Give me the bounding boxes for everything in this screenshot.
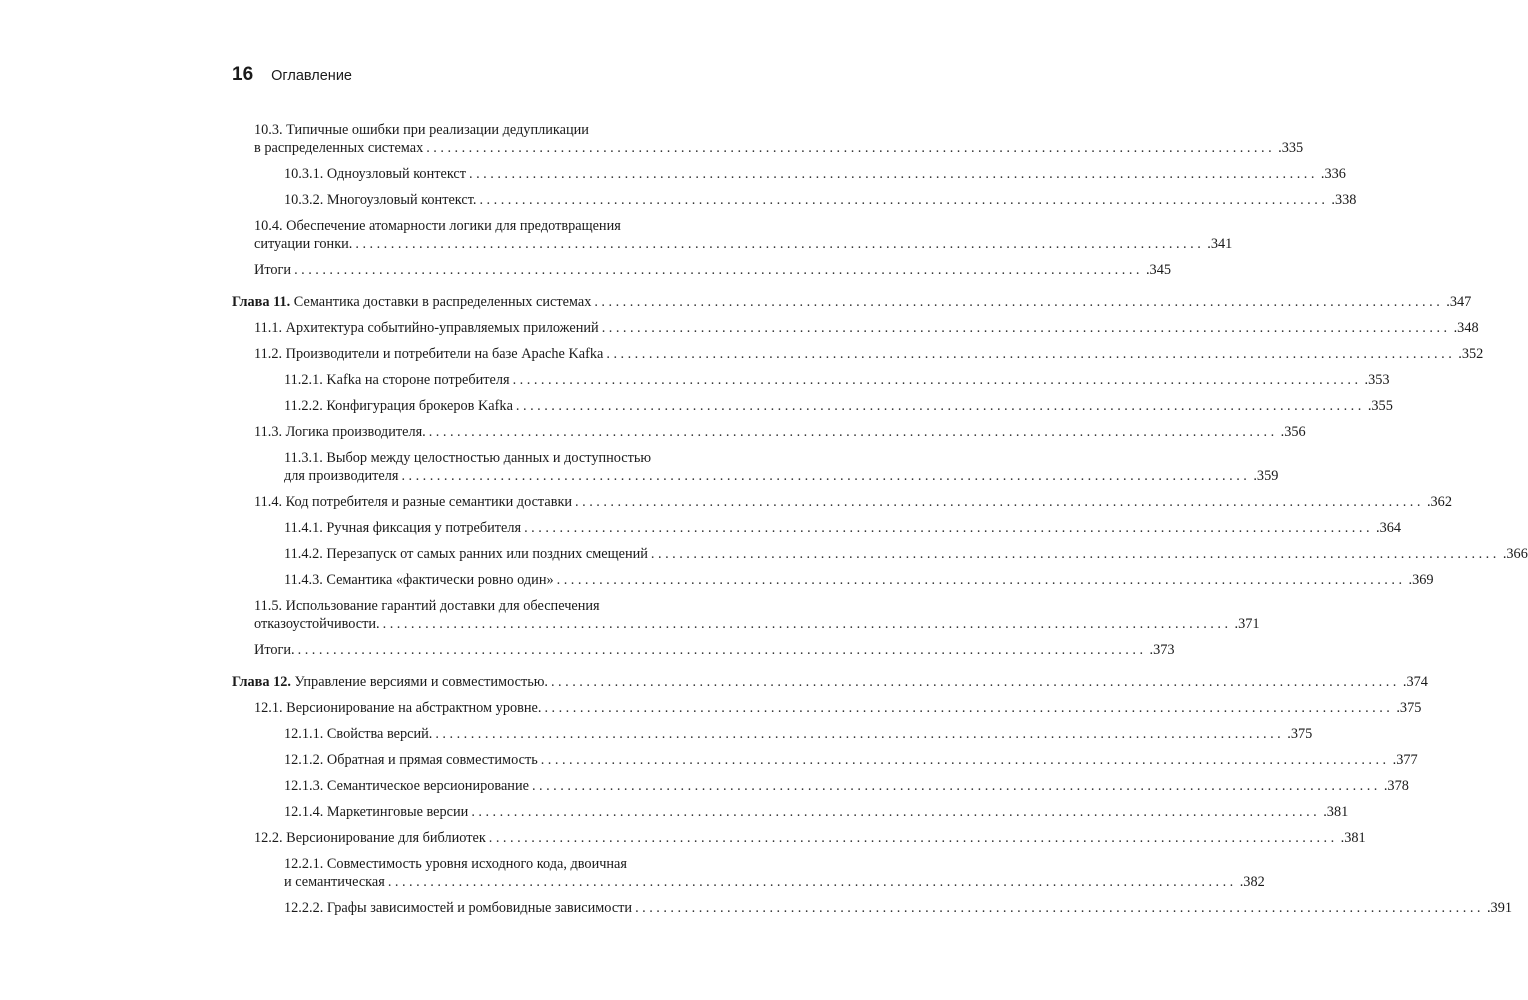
toc-page-number: .338 [1331, 192, 1357, 208]
toc-entry-title-text: Итоги [254, 262, 292, 278]
leader-dots: ........................................................................................................................ [601, 320, 1451, 336]
toc-entry-title [284, 545, 648, 563]
toc-page-number: .355 [1367, 398, 1393, 414]
toc-entry-title-text: 11.2.2. Конфигурация брокеров Kafka [284, 398, 513, 414]
toc-entry-title-first-line: 11.3.1. Выбор между целостностью данных и доступностью [284, 450, 652, 466]
toc-page-number: .381 [1340, 830, 1366, 846]
toc-page-number: .371 [1234, 616, 1260, 632]
toc-entry-11-4 [232, 493, 1452, 511]
leader-dots: ........................................................................................................................ [524, 520, 1374, 536]
leader-dots: ........................................................................................................................ [469, 166, 1318, 182]
toc-entry-summary-11 [232, 641, 1175, 659]
toc-page-number: .374 [1402, 674, 1428, 690]
toc-entry-title [232, 673, 548, 691]
leader-dots: ........................................................................................................................ [650, 546, 1500, 562]
toc-page-number: .391 [1486, 900, 1512, 916]
toc-entry-12-2 [232, 829, 1366, 847]
toc-page-number: .364 [1376, 520, 1402, 536]
toc-entry-title-text: 11.4.3. Семантика «фактически ровно один» [284, 572, 554, 588]
leader-dots: ........................................................................................................................ [531, 778, 1381, 794]
leader-dots: ........................................................................................................................ [488, 830, 1338, 846]
leader-dots: ........................................................................................................................ [428, 424, 1278, 440]
toc-entry-12-2-2 [232, 899, 1512, 917]
toc-entry-title-text: 10.3.1. Одноузловый контекст [284, 166, 467, 182]
leader-dots: ........................................................................................................................ [515, 398, 1365, 414]
toc-entry-title-text: Итоги. [254, 642, 295, 658]
leader-dots: ........................................................................................................................ [635, 900, 1484, 916]
leader-dots: ........................................................................................................................ [401, 468, 1251, 484]
toc-entry-ch-12 [232, 673, 1428, 691]
toc-entry-10-4 [232, 217, 1233, 253]
toc-entry-title-text: 11.4. Код потребителя и разные семантики доставки [254, 494, 573, 510]
toc-entry-title-text: 11.4.1. Ручная фиксация у потребителя [284, 520, 522, 536]
chapter-label: Глава 11. [232, 294, 291, 310]
toc-entry-title [284, 873, 385, 891]
toc-entry-title-text: ситуации гонки. [254, 236, 353, 252]
toc-entry-title-first-line: 12.2.1. Совместимость уровня исходного кода, двоичная [284, 856, 627, 872]
toc-page-number: .356 [1280, 424, 1306, 440]
toc-entry-12-1-2 [232, 751, 1418, 769]
page-header [232, 64, 352, 86]
toc-page-number: .345 [1145, 262, 1171, 278]
toc-entry-12-1-3 [232, 777, 1409, 795]
toc-entry-title [254, 641, 295, 659]
toc-page-number: .353 [1364, 372, 1390, 388]
toc-entry-11-4-1 [232, 519, 1402, 537]
toc-entry-summary-10 [232, 261, 1171, 279]
toc-entry-title-text: 12.2.2. Графы зависимостей и ромбовидные зависимости [284, 900, 633, 916]
toc-page-number: .341 [1207, 236, 1233, 252]
toc-page-number: .366 [1502, 546, 1528, 562]
toc-entry-11-5 [232, 597, 1260, 633]
table-of-contents [232, 113, 1528, 917]
leader-dots: ........................................................................................................................ [512, 372, 1362, 388]
toc-entry-title [284, 725, 432, 743]
toc-entry-12-1-1 [232, 725, 1313, 743]
toc-page-number: .381 [1323, 804, 1349, 820]
toc-page-number: .359 [1253, 468, 1279, 484]
toc-entry-title [254, 235, 352, 253]
toc-page-number: .336 [1320, 166, 1346, 182]
toc-entry-11-3 [232, 423, 1306, 441]
running-head: Оглавление [271, 68, 352, 84]
toc-entry-title [284, 899, 632, 917]
toc-entry-12-1-4 [232, 803, 1349, 821]
toc-page-number: .377 [1392, 752, 1418, 768]
toc-entry-title [284, 519, 521, 537]
toc-entry-title-text: 11.4.2. Перезапуск от самых ранних или поздних смещений [284, 546, 648, 562]
leader-dots: ........................................................................................................................ [594, 294, 1444, 310]
toc-page-number: .375 [1396, 700, 1422, 716]
toc-page-number: .348 [1453, 320, 1479, 336]
toc-entry-title [254, 319, 599, 337]
toc-page-number: .362 [1426, 494, 1452, 510]
toc-entry-title [254, 345, 603, 363]
toc-entry-title-text: отказоустойчивости. [254, 616, 380, 632]
toc-entry-12-2-1 [232, 855, 1265, 891]
toc-entry-title [284, 751, 538, 769]
toc-entry-title-text: Семантика доставки в распределенных системах [290, 294, 592, 310]
toc-entry-title-text: 11.2.1. Kafka на стороне потребителя [284, 372, 510, 388]
toc-entry-title-text: 11.2. Производители и потребители на базе Apache Kafka [254, 346, 604, 362]
toc-entry-11-1 [232, 319, 1479, 337]
toc-entry-11-2-1 [232, 371, 1390, 389]
toc-entry-title [254, 493, 572, 511]
toc-entry-title-text: 11.3. Логика производителя. [254, 424, 426, 440]
toc-entry-11-4-2 [232, 545, 1528, 563]
toc-entry-title-text: 11.1. Архитектура событийно-управляемых приложений [254, 320, 599, 336]
leader-dots: ........................................................................................................................ [297, 642, 1147, 658]
toc-entry-title [284, 397, 513, 415]
toc-page-number: .382 [1239, 874, 1265, 890]
toc-entry-11-3-1 [232, 449, 1279, 485]
leader-dots: ........................................................................................................................ [426, 140, 1276, 156]
toc-entry-ch-11 [232, 293, 1472, 311]
leader-dots: ........................................................................................................................ [575, 494, 1424, 510]
leader-dots: ........................................................................................................................ [544, 700, 1394, 716]
toc-entry-title-text: 12.1.4. Маркетинговые версии [284, 804, 469, 820]
leader-dots: ........................................................................................................................ [556, 572, 1406, 588]
toc-entry-title [254, 423, 426, 441]
toc-page-number: .347 [1446, 294, 1472, 310]
leader-dots: ........................................................................................................................ [435, 726, 1285, 742]
toc-entry-title [254, 261, 291, 279]
toc-entry-10-3-1 [232, 165, 1346, 183]
toc-entry-title [284, 371, 510, 389]
leader-dots: ........................................................................................................................ [294, 262, 1143, 278]
toc-entry-title-first-line: 10.4. Обеспечение атомарности логики для предотвращения [254, 218, 621, 234]
toc-entry-title-text: и семантическая [284, 874, 385, 890]
toc-entry-title-text: 12.1.2. Обратная и прямая совместимость [284, 752, 538, 768]
toc-entry-11-2-2 [232, 397, 1393, 415]
toc-entry-11-2 [232, 345, 1484, 363]
toc-entry-title-text: Управление версиями и совместимостью. [290, 674, 548, 690]
toc-page-number: .375 [1287, 726, 1313, 742]
toc-entry-title [284, 165, 466, 183]
toc-page-number: .378 [1383, 778, 1409, 794]
toc-entry-title [284, 777, 529, 795]
leader-dots: ........................................................................................................................ [479, 192, 1329, 208]
toc-entry-title [284, 571, 554, 589]
toc-entry-title-text: 10.3.2. Многоузловый контекст. [284, 192, 477, 208]
toc-page-number: .369 [1408, 572, 1434, 588]
toc-entry-title-text: для производителя [284, 468, 399, 484]
leader-dots: ........................................................................................................................ [382, 616, 1232, 632]
leader-dots: ........................................................................................................................ [471, 804, 1321, 820]
toc-page-number: .352 [1458, 346, 1484, 362]
leader-dots: ........................................................................................................................ [540, 752, 1390, 768]
toc-entry-title [284, 191, 476, 209]
toc-entry-title [254, 699, 541, 717]
page-number: 16 [232, 64, 254, 85]
toc-entry-title-first-line: 11.5. Использование гарантий доставки для обеспечения [254, 598, 600, 614]
toc-entry-11-4-3 [232, 571, 1434, 589]
leader-dots: ........................................................................................................................ [387, 874, 1237, 890]
toc-entry-title [254, 615, 380, 633]
toc-entry-title-text: 12.1.3. Семантическое версионирование [284, 778, 529, 794]
toc-entry-title-text: 12.1.1. Свойства версий. [284, 726, 433, 742]
toc-entry-title [232, 293, 591, 311]
toc-entry-title [254, 139, 423, 157]
leader-dots: ........................................................................................................................ [355, 236, 1205, 252]
toc-entry-10-3 [232, 121, 1304, 157]
toc-entry-title [254, 829, 486, 847]
toc-entry-title-text: 12.1. Версионирование на абстрактном уровне. [254, 700, 542, 716]
leader-dots: ........................................................................................................................ [606, 346, 1456, 362]
toc-page-number: .335 [1278, 140, 1304, 156]
toc-entry-title-text: 12.2. Версионирование для библиотек [254, 830, 486, 846]
leader-dots: ........................................................................................................................ [550, 674, 1400, 690]
toc-entry-12-1 [232, 699, 1422, 717]
toc-entry-title [284, 803, 468, 821]
toc-entry-title-first-line: 10.3. Типичные ошибки при реализации дедупликации [254, 122, 589, 138]
toc-page-number: .373 [1149, 642, 1175, 658]
toc-entry-10-3-2 [232, 191, 1357, 209]
toc-entry-title-text: в распределенных системах [254, 140, 424, 156]
toc-entry-title [284, 467, 398, 485]
chapter-label: Глава 12. [232, 674, 291, 690]
